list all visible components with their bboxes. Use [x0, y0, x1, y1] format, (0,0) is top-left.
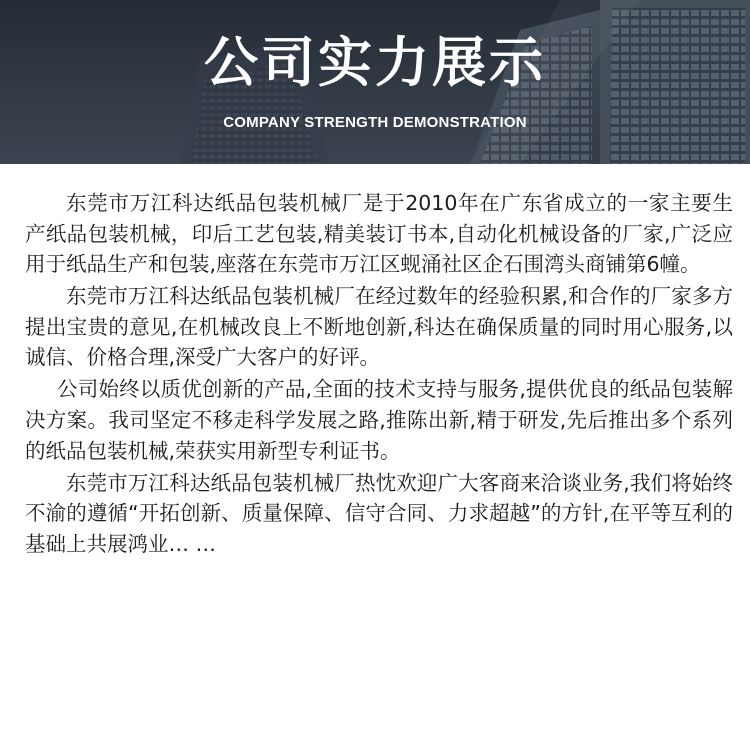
- company-description: [25, 188, 733, 561]
- page-subtitle: COMPANY STRENGTH DEMONSTRATION: [223, 114, 527, 131]
- paragraph-experience: 东莞市万江科达纸品包装机械厂在经过数年的经验积累,和合作的厂家多方提出宝贵的意见,在机械改良上不断地创新,科达在确保质量的同时用心服务,以诚信、价格合理,深受广大客户的好评。: [25, 284, 733, 370]
- paragraph-welcome: 东莞市万江科达纸品包装机械厂热忱欢迎广大客商来洽谈业务,我们将始终不渝的遵循“开拓创新、质量保障、信守合同、力求超越”的方针,在平等互利的基础上共展鸿业… …: [25, 470, 733, 556]
- paragraph-introduction: 东莞市万江科达纸品包装机械厂是于2010年在广东省成立的一家主要生产纸品包装机械，印后工艺包装,精美装订书本,自动化机械设备的厂家,广泛应用于纸品生产和包装,座落在东莞市万江区蚬涌社区企石围湾头商铺第6幢。: [25, 191, 733, 277]
- paragraph-products: 公司始终以质优创新的产品,全面的技术支持与服务,提供优良的纸品包装解决方案。我司坚定不移走科学发展之路,推陈出新,精于研发,先后推出多个系列的纸品包装机械,荣获实用新型专利证书。: [25, 377, 733, 463]
- header-banner: [0, 0, 750, 164]
- page-title: 公司实力展示: [204, 31, 546, 94]
